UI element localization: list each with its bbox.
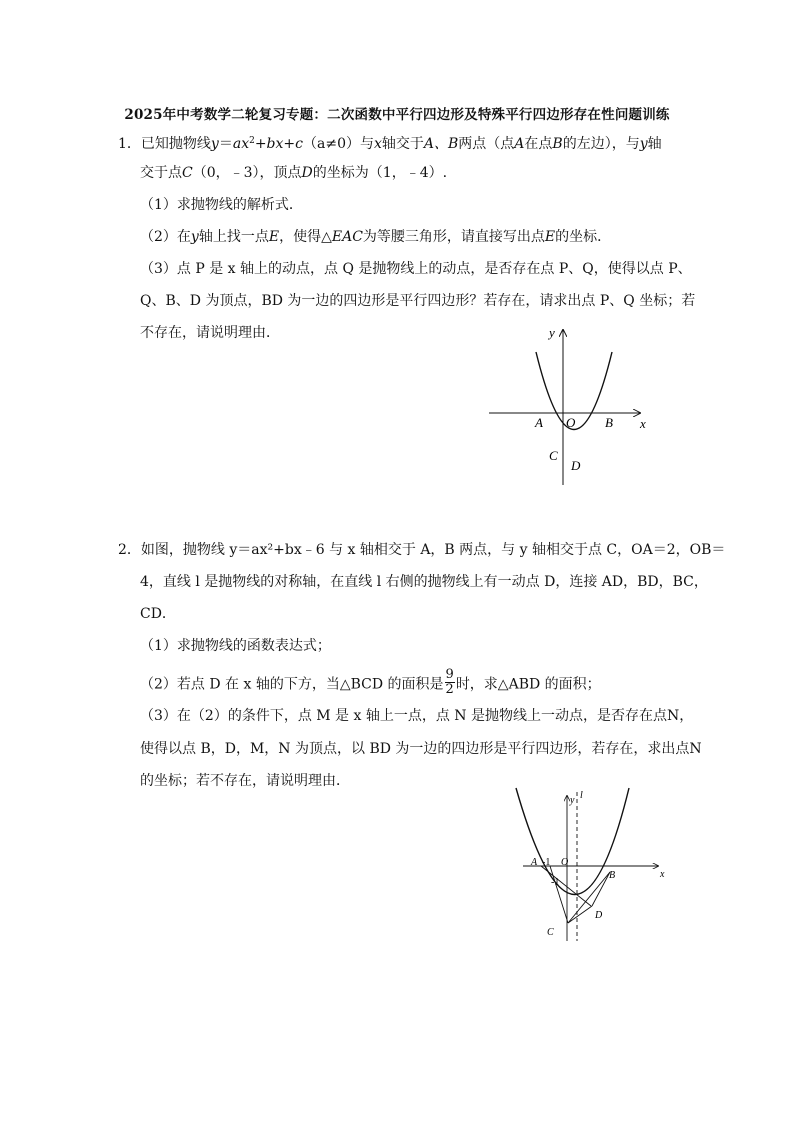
point-A-label: A [535, 415, 543, 430]
problem2-line3: CD． [140, 606, 176, 622]
segment-AD [541, 866, 591, 906]
problem2-line2: 4，直线 l 是抛物线的对称轴，在直线 l 右侧的抛物线上有一动点 D，连接 AD，BD，BC， [140, 574, 708, 590]
point-D-label: D [571, 458, 581, 473]
problem1-question1: （1）求抛物线的解析式． [140, 197, 303, 213]
problem-number: 2． [118, 542, 141, 558]
page-title: 2025年中考数学二轮复习专题：二次函数中平行四边形及特殊平行四边形存在性问题训练 [124, 107, 670, 123]
point-B-label: B [609, 870, 616, 881]
problem1-question2: （2）在y轴上找一点E，使得△EAC为等腰三角形，请直接写出点E的坐标． [140, 229, 612, 245]
segment-AC [550, 866, 568, 923]
point-C-label: C [547, 927, 554, 938]
problem1-question3-line2: Q、B、D 为顶点，BD 为一边的四边形是平行四边形？若存在，请求出点 P、Q 坐标；若 [140, 293, 696, 309]
problem2-question1: （1）求抛物线的函数表达式； [140, 638, 331, 654]
point-B-label: B [605, 415, 613, 430]
problem2-question3-line2: 使得以点 B，D，M，N 为顶点，以 BD 为一边的四边形是平行四边形，若存在，求出点N [140, 741, 702, 757]
point-A-label: A [531, 857, 538, 868]
origin-label: O [561, 857, 569, 868]
problem1-line1: 1．已知抛物线$y=ax^2+bx+c(a\ne 0)$与x轴交于A、B两点（点A在点B的左边），与y轴 [118, 136, 662, 152]
problem2-figure [508, 786, 668, 946]
problem1-line2: 交于点C（0，﹣3），顶点D的坐标为（1，﹣4）. [140, 165, 448, 181]
line-l-label: l [580, 790, 583, 801]
problem2-question2: （2）若点 D 在 x 轴的下方，当△BCD 的面积是 $\frac{9}{2}$ 时，求△ABD 的面积； [140, 667, 601, 697]
fraction: $\frac{9}{2}$ [445, 667, 454, 697]
point-D-label: D [595, 910, 603, 921]
problem2-question3-line1: （3）在（2）的条件下，点 M 是 x 轴上一点，点 N 是抛物线上一动点，是否存在点N， [140, 708, 694, 724]
problem1-figure [484, 322, 654, 492]
segment-BD [592, 872, 610, 906]
origin-label: O [566, 415, 576, 430]
problem-number: 1． [118, 136, 141, 152]
y-axis-label: y [570, 795, 575, 806]
tick-label-y: -1 [551, 877, 560, 888]
segment-CB [568, 872, 610, 923]
point-C-label: C [549, 448, 558, 463]
tick-label-x: -1 [542, 857, 551, 868]
y-axis-label: y [549, 325, 555, 340]
problem1-question3-line3: 不存在，请说明理由． [140, 325, 280, 341]
problem2-question3-line3: 的坐标；若不存在，请说明理由． [140, 773, 350, 789]
x-axis-label: x [640, 416, 646, 431]
x-axis-label: x [660, 869, 665, 880]
problem1-question3-line1: （3）点 P 是 x 轴上的动点，点 Q 是抛物线上的动点，是否存在点 P、Q，使得以点 P、 [140, 261, 692, 277]
problem2-line1: 2．如图，抛物线 y＝ax²+bx﹣6 与 x 轴相交于 A，B 两点，与 y 轴相交于点 C，OA＝2，OB＝ [118, 542, 726, 558]
